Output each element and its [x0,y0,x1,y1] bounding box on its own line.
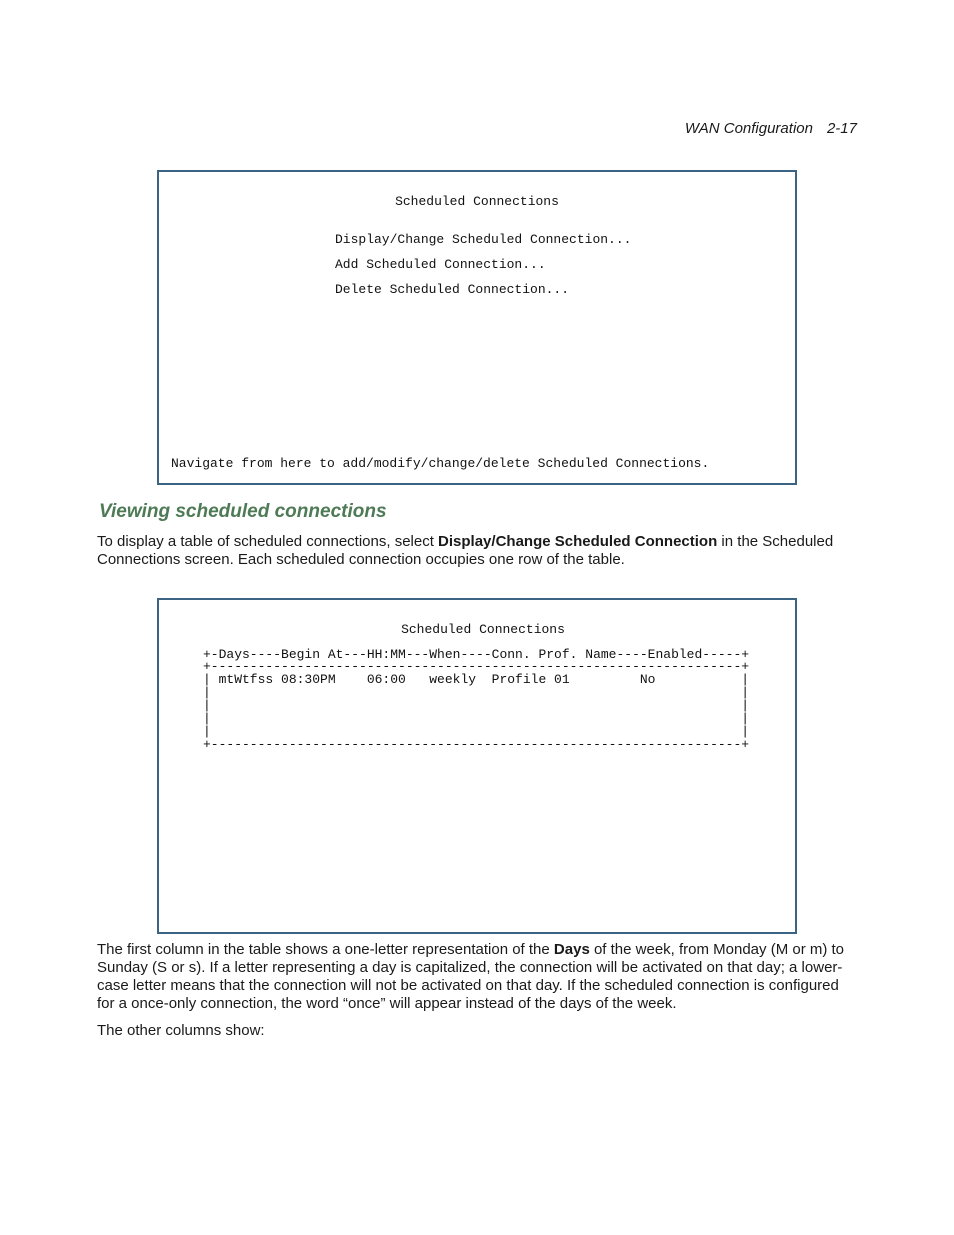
scheduled-connections-menu-screen [157,170,797,485]
scheduled-connections-table-screen [157,598,797,934]
paragraph-intro [97,533,857,569]
menu-item-delete[interactable]: Delete Scheduled Connection... [335,282,570,297]
para-text: of the week, from Monday (M or m) to Sunday (S or s). If a letter representing a day is capitalized, the connection will be activated on that day; a lower-case letter means that the connection will not be activated on that day. If the scheduled connection is configured for a once-only connection, the word “once” will appear instead of the days of the week. [97,941,845,1012]
menu-item-add[interactable]: Add Scheduled Connection... [335,257,546,272]
paragraph-days [97,941,857,1013]
para-bold: Days [553,941,590,958]
help-text: Navigate from here to add/modify/change/delete Scheduled Connections. [171,456,710,471]
section-heading: Viewing scheduled connections [99,501,387,522]
table-empty-row: | | [203,724,750,739]
table-empty-row: | | [203,685,750,700]
header-section: WAN Configuration [684,120,813,137]
para-bold: Display/Change Scheduled Connection [438,533,718,550]
table-empty-row: | | [203,711,750,726]
screen-title: Scheduled Connections [401,622,565,637]
table-header-rule: +--------------------------------------------------------------------+ [203,659,750,674]
page-header [685,120,857,137]
para-text: The first column in the table shows a one-letter representation of the [97,941,554,958]
paragraph-other-columns: The other columns show: [97,1022,265,1039]
para-text: in the Scheduled Connections screen. Each scheduled connection occupies one row of the table. [97,533,834,568]
table-bottom-rule: +--------------------------------------------------------------------+ [203,737,750,752]
table-empty-row: | | [203,698,750,713]
table-header: +-Days----Begin At---HH:MM---When----Conn. Prof. Name----Enabled-----+ [203,647,750,662]
table-row[interactable]: | mtWtfss 08:30PM 06:00 weekly Profile 01 No | [203,672,750,687]
screen-title: Scheduled Connections [395,194,559,209]
menu-item-display-change[interactable]: Display/Change Scheduled Connection... [335,232,632,247]
para-text: To display a table of scheduled connections, select [97,533,439,550]
page-number: 2-17 [826,120,857,137]
